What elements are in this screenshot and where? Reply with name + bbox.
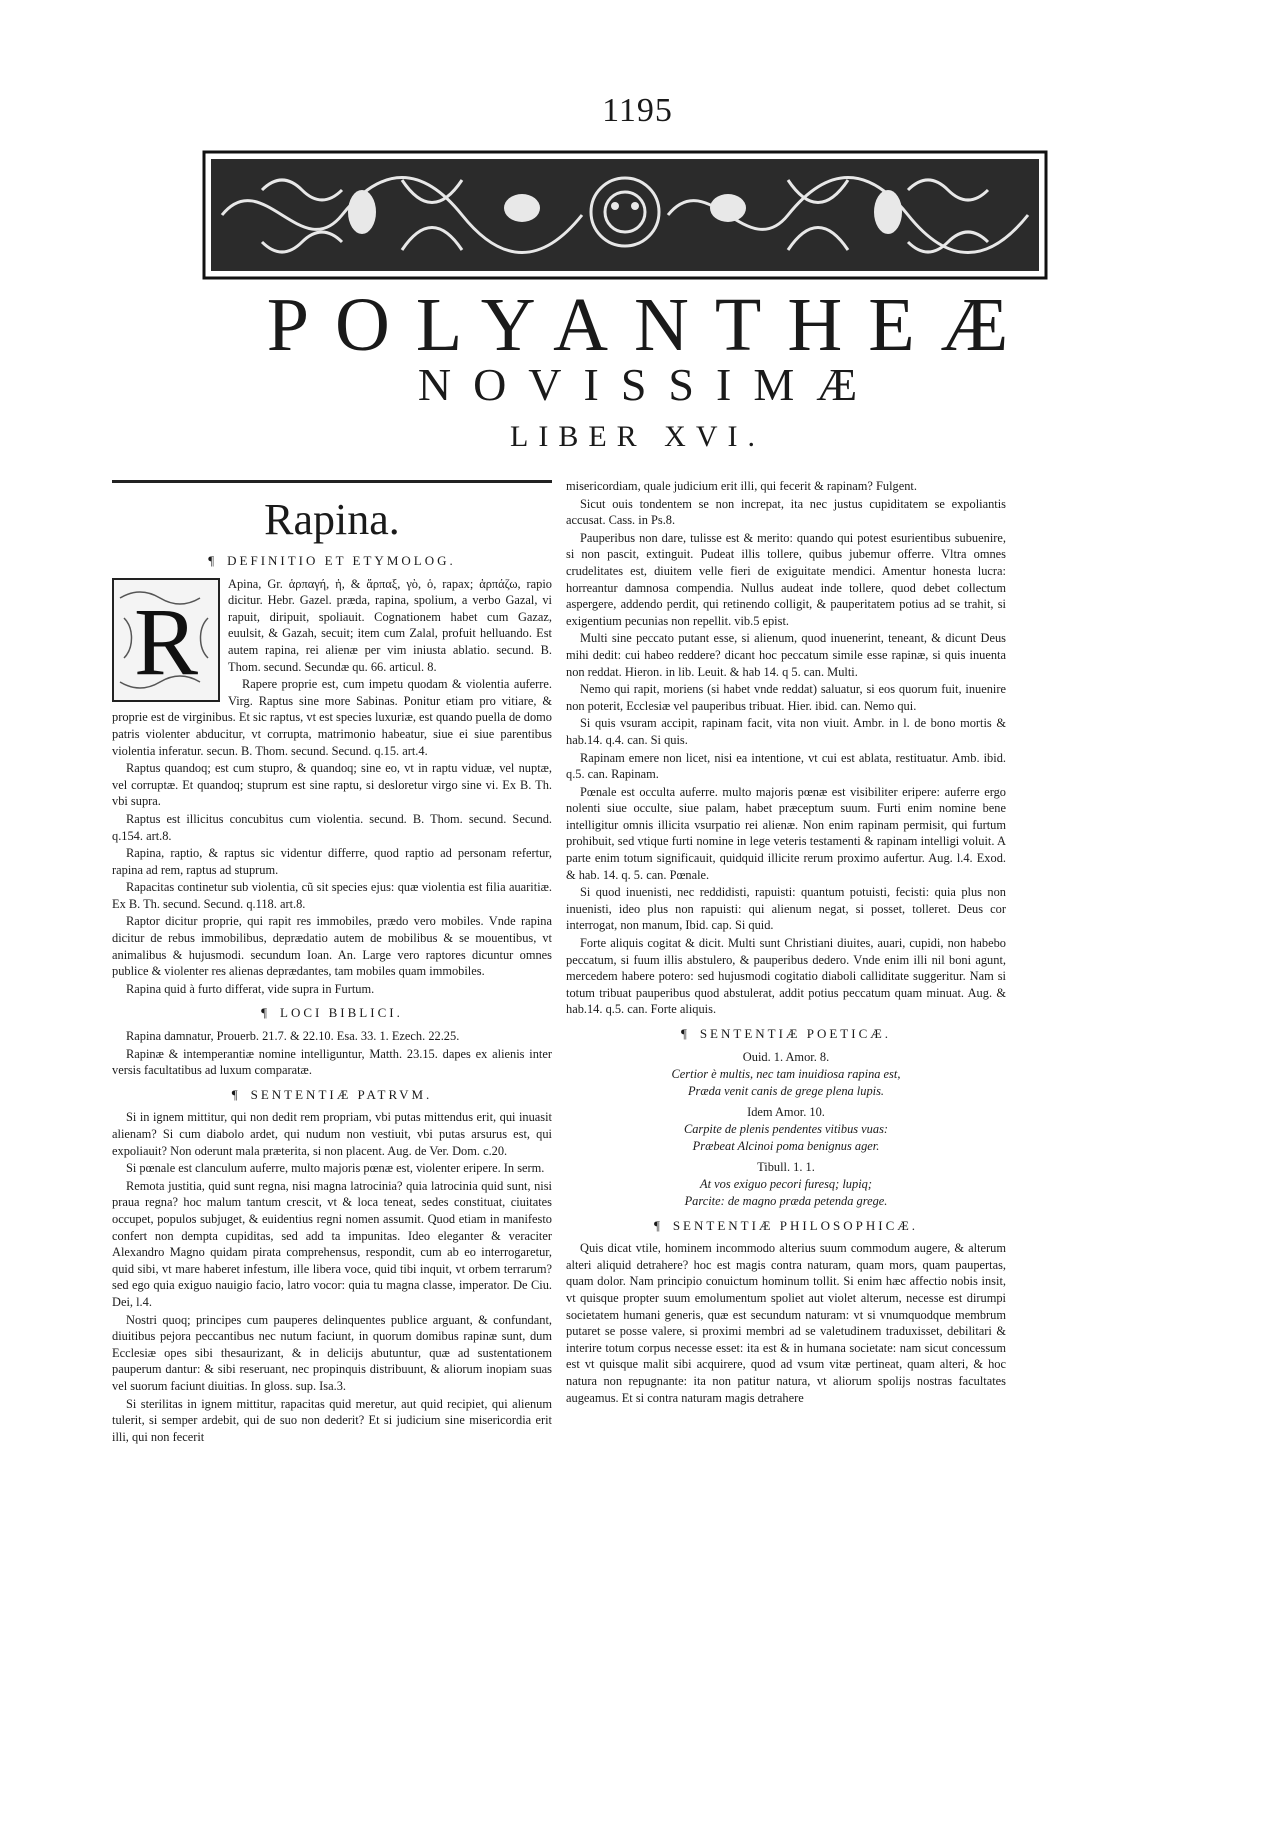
paragraph: Remota justitia, quid sunt regna, nisi magna latrocinia? quia latrocinia quid sunt, nisi praua regna? hoc malum tantum crescit, vt & loca teneat, sedes constituat, ciuitates occupet, populos subjuget, & euidentius regni nomen assumit. Quod etiam in manifesto confert non dempta cupiditas, sed add ta impunitas. Ideo eleganter & veraciter Alexandro Magno quidam pirata comprehensus, respondit, cum ab eo interrogaretur, quid sibi, vt mare haberet infestum, ille libera voce, quid tibi inquit, vt orbem terrarum? sed ego quia exiguo nauigio facio, latro vocor: quia tu magna classe, imperator. De Ciu. Dei, l.4.	[112, 1178, 552, 1309]
paragraph: Forte aliquis cogitat & dicit. Multi sunt Christiani diuites, auari, cupidi, non habebo peccatum, si fuum illis abstulero, & pauperibus dedero. Vnde enim illi nil boni agunt, mercedem habere potero: sed hujusmodi cogitatio diaboli calliditate suggeritur. Nam si totum tribuat pauperibus quod abstulerat, addit potius peccatum quam minuat. Aug. & hab.14. q.5. can. Forte aliquis.	[566, 936, 1006, 1017]
paragraph: Raptus quandoq; est cum stupro, & quandoq; sine eo, vt in raptu viduæ, vel nuptæ, vel corruptæ. Et quandoq; stuprum est sine raptu, si desloretur virgo sine vi. Ex B. Th. vbi supra.	[112, 761, 552, 809]
paragraph: Rapacitas continetur sub violentia, cũ sit species ejus: quæ violentia est filia auaritiæ. Ex B. Th. secund. Secund. q.118. art.8.	[112, 880, 552, 911]
paragraph: Multi sine peccato putant esse, si alienum, quod inuenerint, teneant, & dicunt Deus mihi dedit: cui habeo reddere? dicant hoc peccatum simile esse rapinæ, si quis inuenta non reddat. Hieron. in lib. Leuit. & hab 14. q 5. can. Multi.	[566, 631, 1006, 679]
section-heading-loci-biblici: ¶ LOCI BIBLICI.	[261, 1005, 403, 1021]
paragraph: Apina, Gr. ἁρπαγή, ἡ, & ἅρπαξ, γὸ, ὁ, rapax; ἁρπάζω, rapio dicitur. Hebr. Gazel. præda, rapina, spolium, a verbo Gazal, vi rapuit, diripuit, spoliauit. Cognationem habet cum Gazaz, euulsit, & Gazah, secuit; item cum Zalal, profuit helluando. Est autem rapina, rei alienæ per vim iniusta ablatio. secund. B. Thom. secund. Secundæ qu. 66. articul. 8.	[228, 576, 552, 674]
poem-source: Tibull. 1. 1.	[757, 1159, 815, 1174]
right-column	[566, 478, 1006, 1407]
paragraph: Raptus est illicitus concubitus cum violentia. secund. B. Thom. secund. Secund. q.154. art.8.	[112, 811, 552, 843]
poem-verse: Præda venit canis de grege plena lupis.	[687, 1083, 885, 1098]
work-subtitle: NOVISSIMÆ	[417, 359, 880, 410]
paragraph: Si in ignem mittitur, qui non dedit rem propriam, vbi putas mittendus erit, qui inuasit alienam? Si cum diabolo ardet, qui nudum non vestiuit, vbi putas arsurus est, qui expoliauit? Non oderunt mala præterita, si non placent. Aug. de Ver. Dom. c.20.	[112, 1110, 552, 1158]
left-column	[112, 478, 552, 1446]
paragraph: Rapina quid à furto differat, vide supra in Furtum.	[126, 981, 375, 996]
section-heading-sententiae-patrum: ¶ SENTENTIÆ PATRVM.	[231, 1086, 433, 1102]
poem-verse: Præbeat Alcinoi poma benignus ager.	[692, 1138, 880, 1153]
paragraph: Raptor dicitur proprie, qui rapit res immobiles, prædo vero mobiles. Vnde rapina dicitur de rebus immobilibus, deprædatio autem de mobilibus & se mouentibus, vt animalibus & hujusmodi. secundum Ioan. An. Large vero raptores dicuntur omnes publice & violenter res alienas deprædantes, tam mobiles quam immobiles.	[112, 914, 552, 979]
poem-quote	[566, 1159, 1006, 1210]
poem-quote	[566, 1049, 1006, 1100]
paragraph: Si sterilitas in ignem mittitur, rapacitas quid meretur, aut quid recipiet, qui alienum tulerit, si semper ardebit, qui de suo non dederit? Et si judicium sine misericordia erit illi, qui non fecerit	[112, 1396, 552, 1444]
decorated-initial-r-icon	[112, 578, 220, 702]
paragraph: Rapina, raptio, & raptus sic videntur differre, quod raptio ad personam refertur, rapina ad rem, raptus ad stuprum.	[112, 846, 552, 877]
svg-text:R: R	[133, 587, 199, 695]
paragraph: Quis dicat vtile, hominem incommodo alterius suum commodum augere, & alterum alteri aliquid detrahere? hoc est magis contra naturam, quam mors, quam paupertas, quam dolor. Nam principio conuictum hominum tollit. Si enim hæc affectio nobis insit, vt quisque propter suum emolumentum spoliet aut violet alterum, necesse est dirumpi societatem humani generis, quæ est secundum naturam: vt si vnumquodque membrum putaret se posse valere, si proximi membri ad se valetudinem traduxisset, debilitari & interire totum corpus necesse esset: ita est & in humana societate: nam sicut concessum est vt quisque malit sibi acquirere, quod ad vsum vitæ pertineat, quam alteri, & hoc natura non repugnante: ita non patitur natura, vt aliorum spolijs nostras facultates augeamus. Et si contra naturam magis detrahere	[566, 1241, 1006, 1405]
paragraph: Rapina damnatur, Prouerb. 21.7. & 22.10. Esa. 33. 1. Ezech. 22.25.	[126, 1029, 460, 1044]
paragraph: Rapinæ & intemperantiæ nomine intelliguntur, Matth. 23.15. dapes ex alienis inter versis facultatibus ad luxum comparatæ.	[112, 1046, 552, 1078]
paragraph-mark-icon: ¶	[231, 1086, 241, 1102]
poem-verse: At vos exiguo pecori furesq; lupiq;	[700, 1176, 872, 1191]
paragraph: Sicut ouis tondentem se non increpat, ita nec justus cupiditatem se expoliantis accusat. Cass. in Ps.8.	[566, 496, 1006, 528]
section-heading-sententiae-philosophicae: ¶ SENTENTIÆ PHILOSOPHICÆ.	[653, 1217, 919, 1233]
paragraph-mark-icon: ¶	[261, 1005, 271, 1021]
paragraph: Si quis vsuram accipit, rapinam facit, vita non viuit. Ambr. in l. de bono mortis & hab.14. q.4. can. Si quis.	[566, 716, 1006, 747]
paragraph-mark-icon: ¶	[208, 553, 218, 568]
paragraph: Rapinam emere non licet, nisi ea intentione, vt cui est ablata, restituatur. Amb. ibid. q.5. can. Rapinam.	[566, 750, 1006, 782]
poem-verse: Certior è multis, nec tam inuidiosa rapina est,	[671, 1066, 901, 1081]
poem-verse: Carpite de plenis pendentes vitibus vuas:	[683, 1121, 889, 1136]
poem-quote	[566, 1104, 1006, 1155]
poem-source: Ouid. 1. Amor. 8.	[742, 1049, 830, 1064]
paragraph: Rapere proprie est, cum impetu quodam & violentia auferre. Virg. Raptus sine more Sabinas. Ponitur etiam pro vitiare, & proprie est de virginibus. Et sic raptus, vt est species luxuriæ, est quando puella de domo patris violenter abducitur, vt corrupta, matrimonio habeatur, siue ei siue parentibus violentia inferatur. secun. B. Thom. secund. Secund. q.15. art.4.	[112, 677, 552, 758]
poem-verse: Parcite: de magno præda petenda grege.	[684, 1193, 888, 1208]
paragraph: Si quod inuenisti, nec reddidisti, rapuisti: quantum potuisti, fecisti: quia plus non inuenisti, ideo plus non rapuisti: qui alienum negat, si posset, tolleret. Deus cor interrogat, non manum, Ibid. cap. Si quid.	[566, 885, 1006, 933]
article-title: Rapina.	[264, 495, 400, 544]
top-rule	[112, 480, 552, 483]
page-number: 1195	[602, 92, 673, 129]
paragraph: Nemo qui rapit, moriens (si habet vnde reddat) saluatur, si eos quorum fuit, inuenire non poterit, Ecclesiæ vel pauperibus tribuat. Hier. ibid. can. Nemo qui.	[566, 682, 1006, 713]
ornamental-header-band	[202, 150, 1048, 280]
book-number: LIBER XVI.	[510, 420, 765, 453]
paragraph: Pauperibus non dare, tulisse est & merito: quando qui potest esurientibus subuenire, si non pascit, extinguit. Pudeat illis tollere, quibus jubemur offerre. Vltra omnes crudelitates est, diuitem velle fieri de exiguitate mendici. Amentur honesta lucra: horreantur damnosa compendia. Nullus audeat inde tollere, quod debet collectum aspergere, addendo perdit, qui retinendo colligit, & pauperitatem potius ad se trahit, si exigentium pecunias non repellit. vib.5 epist.	[566, 530, 1006, 628]
paragraph: Si pœnale est clanculum auferre, multo majoris pœnæ est, violenter eripere. In serm.	[126, 1161, 545, 1176]
definitio-body	[112, 576, 552, 998]
paragraph-mark-icon: ¶	[680, 1026, 690, 1041]
section-heading-sententiae-poeticae: ¶ SENTENTIÆ POETICÆ.	[680, 1026, 892, 1041]
paragraph: Nostri quoq; principes cum pauperes delinquentes publice arguant, & confundant, diuitibus pejora peccantibus nec nutum faciunt, in quorum domibus rapinæ sunt, dum Ecclesiæ opes sibi thesaurizant, & in delicijs abutuntur, quæ ad sustentationem pauperum dantur: & sibi reseruant, nec propinquis distribuunt, & aliorum inopiam suas vel suorum faciunt diuitias. In gloss. sup. Isa.3.	[112, 1312, 552, 1393]
paragraph: Pœnale est occulta auferre. multo majoris pœnæ est visibiliter eripere: auferre ergo nolenti siue occulte, siue palam, habet præceptum suum. Furti enim nomine bene intelligitur omnis illicita vsurpatio rei alienæ. Non enim rapinam permisit, qui furtum prohibuit, sed vtique furti nomine in lege veteris testamenti & rapinam intelligi voluit. A parte enim totum significauit, quidquid illicite rerum proximo aufertur. Aug. l.4. Exod. & hab. 14. q. 5. can. Pœnale.	[566, 784, 1006, 882]
paragraph: misericordiam, quale judicium erit illi, qui fecerit & rapinam? Fulgent.	[566, 479, 917, 493]
paragraph-mark-icon: ¶	[653, 1217, 663, 1233]
work-title: POLYANTHEÆ	[266, 283, 1035, 367]
poem-source: Idem Amor. 10.	[747, 1104, 825, 1119]
section-heading-definitio: ¶ DEFINITIO ET ETYMOLOG.	[208, 553, 456, 568]
